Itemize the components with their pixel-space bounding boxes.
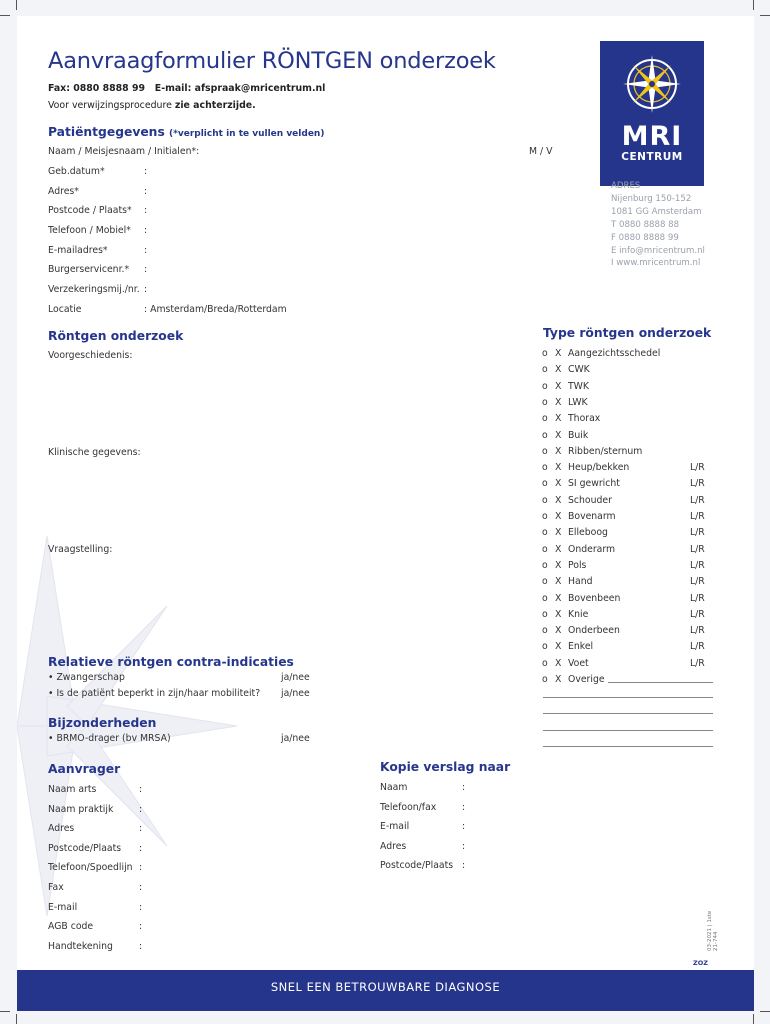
exam-type-row[interactable] [542, 576, 722, 592]
requester-field-input[interactable]: : [139, 901, 143, 913]
referral-text: Voor verwijzingsprocedure [48, 100, 172, 111]
exam-type-name: Onderbeen [568, 625, 620, 637]
exam-x-mark[interactable]: X [555, 527, 562, 539]
requester-field-input[interactable]: : [139, 862, 143, 874]
side-select[interactable]: L/R [690, 511, 705, 522]
referral-bold: zie achterzijde. [174, 100, 256, 111]
exam-checkbox[interactable]: o [542, 641, 548, 653]
exam-type-name: Elleboog [568, 527, 608, 539]
address-email[interactable]: E info@mricentrum.nl [611, 245, 705, 256]
requester-field-input[interactable]: : [139, 842, 143, 854]
form-page [17, 16, 754, 1011]
patient-field-label: Postcode / Plaats* [48, 205, 132, 216]
exam-type-name: LWK [568, 396, 588, 408]
exam-checkbox[interactable]: o [542, 429, 548, 441]
referral-note [48, 100, 256, 111]
exam-type-row[interactable] [542, 462, 722, 478]
exam-x-mark[interactable]: X [555, 494, 562, 506]
patient-field-input[interactable]: : [144, 205, 148, 216]
contra-item-label: • Zwangerschap [48, 672, 125, 683]
exam-checkbox[interactable]: o [542, 364, 548, 376]
exam-x-mark[interactable]: X [555, 608, 562, 620]
exam-x-mark[interactable]: X [555, 478, 562, 490]
exam-type-name: Voet [568, 657, 589, 669]
exam-checkbox[interactable]: o [542, 527, 548, 539]
patient-heading [48, 125, 324, 139]
side-select[interactable]: L/R [690, 576, 705, 588]
exam-checkbox[interactable]: o [542, 494, 548, 506]
side-select[interactable]: L/R [690, 641, 705, 653]
exam-type-row[interactable] [542, 397, 722, 413]
patient-field-label: Naam / Meisjesnaam / Initialen*: [48, 146, 200, 157]
exam-type-row[interactable] [542, 478, 722, 494]
exam-x-mark[interactable]: X [555, 511, 562, 522]
exam-checkbox[interactable]: o [542, 462, 548, 474]
exam-type-row[interactable] [542, 658, 722, 674]
exam-type-name: Pols [568, 559, 587, 571]
patient-heading-text: Patiëntgegevens [48, 125, 165, 139]
footer-slogan: SNEL EEN BETROUWBARE DIAGNOSE [270, 980, 501, 994]
copy-field-label: E-mail [380, 821, 410, 833]
side-select[interactable]: L/R [690, 543, 705, 555]
side-select[interactable]: L/R [690, 608, 705, 620]
patient-field-label: E-mailadres* [48, 245, 108, 256]
requester-field-label: AGB code [48, 921, 94, 933]
extra-line-3[interactable] [543, 730, 713, 731]
exam-type-row[interactable] [542, 609, 722, 625]
special-answer[interactable]: ja/nee [281, 733, 310, 744]
requester-field-label: Fax [48, 882, 64, 893]
exam-checkbox[interactable]: o [542, 413, 548, 425]
turn-over-note: ZOZ [693, 959, 708, 967]
requester-field-label: Naam arts [48, 784, 97, 795]
exam-checkbox[interactable]: o [542, 559, 548, 571]
exam-checkbox[interactable]: o [542, 592, 548, 604]
compass-watermark-icon [17, 496, 317, 966]
exam-x-mark[interactable]: X [555, 674, 562, 685]
other-line[interactable] [608, 682, 713, 683]
side-select[interactable]: L/R [690, 527, 705, 539]
clinical-label[interactable]: Klinische gegevens: [48, 447, 141, 458]
exam-checkbox[interactable]: o [542, 543, 548, 555]
exam-type-name: Thorax [568, 413, 601, 425]
side-select[interactable]: L/R [690, 657, 705, 669]
exam-type-name: Bovenarm [568, 511, 616, 522]
address-city: 1081 GG Amsterdam [611, 206, 702, 217]
requester-heading: Aanvrager [48, 762, 121, 776]
exam-x-mark[interactable]: X [555, 657, 562, 669]
copy-field-label: Naam [380, 782, 408, 793]
address-phone: T 0880 8888 88 [611, 219, 680, 230]
copy-field-label: Postcode/Plaats [380, 860, 454, 872]
requester-field-input[interactable]: : [139, 803, 143, 815]
side-select[interactable]: L/R [690, 494, 705, 506]
exam-type-name: Hand [568, 576, 593, 588]
required-note: (*verplicht in te vullen velden) [169, 129, 325, 139]
rontgen-heading: Röntgen onderzoek [48, 329, 184, 343]
exam-type-name: Enkel [568, 641, 594, 653]
logo-centrum-text: CENTRUM [621, 151, 683, 163]
contra-answer[interactable]: ja/nee [281, 688, 310, 699]
requester-field-label: Postcode/Plaats [48, 842, 122, 854]
gender-select[interactable]: M / V [529, 146, 553, 157]
requester-field-input[interactable]: : [139, 882, 143, 893]
fax-number: Fax: 0880 8888 99 [48, 83, 145, 94]
copy-field-input[interactable]: : [462, 860, 466, 872]
exam-checkbox[interactable]: o [542, 511, 548, 522]
copy-field-label: Telefoon/fax [380, 801, 437, 813]
exam-x-mark[interactable]: X [555, 429, 562, 441]
type-heading: Type röntgen onderzoek [543, 326, 712, 340]
patient-field-input[interactable]: : [144, 245, 148, 256]
exam-type-row[interactable] [542, 446, 722, 462]
exam-type-name: Bovenbeen [568, 592, 621, 604]
patient-field-label: Geb.datum* [48, 166, 105, 177]
side-select[interactable]: L/R [690, 592, 705, 604]
requester-field-input[interactable]: : [139, 921, 143, 933]
exam-type-name: Heup/bekken [568, 462, 630, 474]
side-select[interactable]: L/R [690, 559, 705, 571]
patient-field-input[interactable]: : [144, 225, 148, 236]
copy-field-input[interactable]: : [462, 821, 466, 833]
contact-line [48, 83, 325, 94]
requester-field-input[interactable]: : [139, 940, 143, 952]
exam-type-row[interactable] [542, 381, 722, 397]
exam-type-name: Schouder [568, 494, 612, 506]
exam-type-row[interactable] [542, 430, 722, 446]
question-label[interactable]: Vraagstelling: [48, 544, 113, 555]
footer-banner [17, 970, 754, 1011]
exam-checkbox[interactable]: o [542, 674, 548, 685]
exam-type-name: Knie [568, 608, 589, 620]
exam-type-row[interactable] [542, 527, 722, 543]
exam-type-row[interactable] [542, 625, 722, 641]
exam-type-row[interactable] [542, 511, 722, 527]
exam-x-mark[interactable]: X [555, 576, 562, 588]
extra-line-4[interactable] [543, 746, 713, 747]
contra-item-label: • Is de patiënt beperkt in zijn/haar mobiliteit? [48, 688, 261, 699]
exam-checkbox[interactable]: o [542, 608, 548, 620]
compass-rose-icon [623, 55, 681, 113]
exam-x-mark[interactable]: X [555, 396, 562, 408]
exam-checkbox[interactable]: o [542, 396, 548, 408]
exam-checkbox[interactable]: o [542, 445, 548, 457]
patient-field-input[interactable]: : Amsterdam/Breda/Rotterdam [144, 304, 287, 315]
history-label[interactable]: Voorgeschiedenis: [48, 350, 133, 361]
exam-x-mark[interactable]: X [555, 445, 562, 457]
side-select[interactable]: L/R [690, 462, 705, 474]
exam-type-name: Aangezichtsschedel [568, 348, 661, 359]
exam-type-name: Overige [568, 674, 605, 685]
patient-field-label: Telefoon / Mobiel* [48, 225, 131, 236]
address-heading: ADRES [611, 181, 641, 191]
requester-field-label: E-mail [48, 901, 78, 913]
requester-field-input[interactable]: : [139, 784, 143, 795]
requester-field-label: Handtekening [48, 940, 113, 952]
exam-x-mark[interactable]: X [555, 625, 562, 637]
requester-field-label: Telefoon/Spoedlijn [48, 862, 133, 874]
exam-x-mark[interactable]: X [555, 348, 562, 359]
exam-type-row[interactable] [542, 413, 722, 429]
exam-type-name: TWK [568, 380, 589, 392]
exam-x-mark[interactable]: X [555, 641, 562, 653]
patient-field-label: Burgerservicenr.* [48, 264, 130, 275]
patient-field-label: Locatie [48, 304, 82, 315]
requester-field-label: Adres [48, 823, 75, 835]
address-fax: F 0880 8888 99 [611, 232, 679, 243]
exam-x-mark[interactable]: X [555, 380, 562, 392]
patient-field-input[interactable]: : [144, 284, 148, 295]
extra-line-1[interactable] [543, 697, 713, 698]
patient-field-input[interactable]: : [144, 264, 148, 275]
side-select[interactable]: L/R [690, 625, 705, 637]
copy-field-input[interactable]: : [462, 801, 466, 813]
exam-x-mark[interactable]: X [555, 592, 562, 604]
form-title: Aanvraagformulier RÖNTGEN onderzoek [48, 48, 496, 74]
exam-checkbox[interactable]: o [542, 380, 548, 392]
exam-type-row[interactable] [542, 495, 722, 511]
address-street: Nijenburg 150-152 [611, 193, 692, 204]
exam-type-name: Ribben/sternum [568, 445, 643, 457]
exam-type-name: SI gewricht [568, 478, 620, 490]
exam-x-mark[interactable]: X [555, 364, 562, 376]
special-heading: Bijzonderheden [48, 716, 157, 730]
exam-type-row[interactable] [542, 348, 722, 364]
side-select[interactable]: L/R [690, 478, 705, 490]
address-block [611, 180, 705, 270]
form-code: 03-2021 | 1ste 21-744 [707, 910, 719, 951]
copy-field-label: Adres [380, 840, 407, 852]
copy-heading: Kopie verslag naar [380, 760, 511, 774]
exam-checkbox[interactable]: o [542, 478, 548, 490]
exam-type-row[interactable] [542, 560, 722, 576]
exam-x-mark[interactable]: X [555, 559, 562, 571]
extra-line-2[interactable] [543, 713, 713, 714]
email-address[interactable]: E-mail: afspraak@mricentrum.nl [154, 83, 326, 94]
patient-field-label: Verzekeringsmij./nr. [48, 284, 140, 295]
mri-centrum-logo [600, 41, 704, 186]
exam-checkbox[interactable]: o [542, 576, 548, 588]
requester-field-input[interactable]: : [139, 823, 143, 835]
patient-field-label: Adres* [48, 186, 79, 197]
exam-type-row[interactable] [542, 364, 722, 380]
requester-field-label: Naam praktijk [48, 803, 114, 815]
logo-mri-text: MRI [621, 121, 683, 152]
exam-type-name: Buik [568, 429, 589, 441]
exam-checkbox[interactable]: o [542, 625, 548, 637]
exam-type-row[interactable] [542, 641, 722, 657]
exam-type-row[interactable] [542, 544, 722, 560]
address-web[interactable]: I www.mricentrum.nl [611, 258, 701, 269]
contra-heading: Relatieve röntgen contra-indicaties [48, 655, 294, 669]
contra-answer[interactable]: ja/nee [281, 672, 310, 683]
exam-type-row[interactable] [542, 593, 722, 609]
exam-type-name: CWK [568, 364, 590, 376]
exam-x-mark[interactable]: X [555, 543, 562, 555]
exam-type-name: Onderarm [568, 543, 616, 555]
patient-field-input[interactable]: : [144, 186, 148, 197]
exam-x-mark[interactable]: X [555, 413, 562, 425]
copy-field-input[interactable]: : [462, 840, 466, 852]
exam-checkbox[interactable]: o [542, 348, 548, 359]
copy-field-input[interactable]: : [462, 782, 466, 793]
exam-checkbox[interactable]: o [542, 657, 548, 669]
exam-x-mark[interactable]: X [555, 462, 562, 474]
patient-field-input[interactable]: : [144, 166, 148, 177]
special-item-label: • BRMO-drager (bv MRSA) [48, 733, 171, 744]
